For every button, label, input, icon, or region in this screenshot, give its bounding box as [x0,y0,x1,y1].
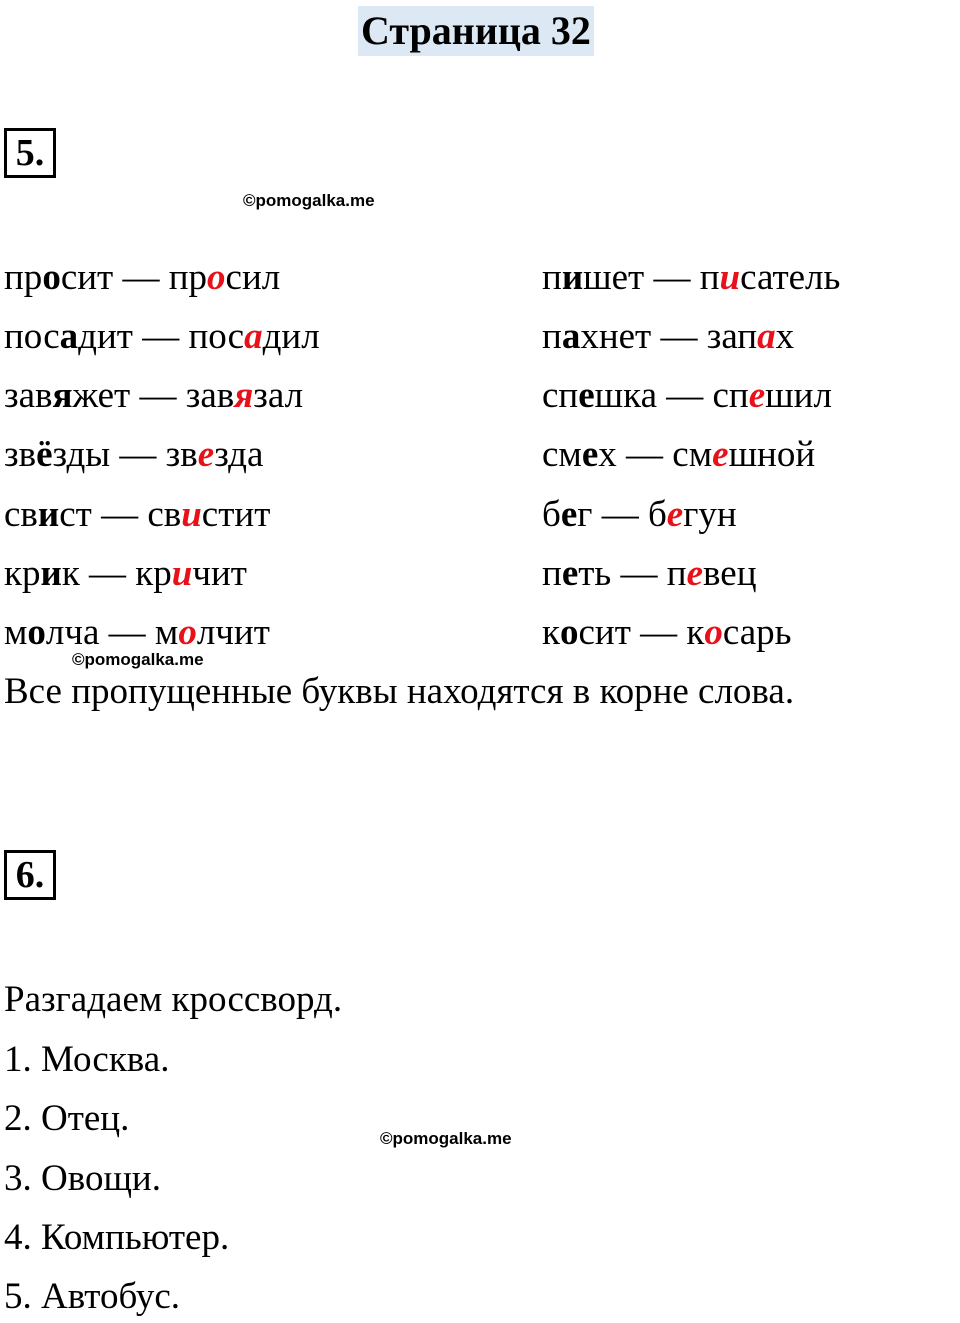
root-vowel: е [560,494,578,535]
root-vowel: и [561,257,584,298]
word-pair-row [4,611,270,655]
root-vowel: ё [36,434,53,475]
word-pair-row [4,256,280,300]
word-text: зды — зв [52,434,198,475]
word-text: к [542,612,560,653]
word-text: п [542,257,562,298]
word-text: х — см [598,434,713,475]
task-5-number: 5. [4,128,56,178]
root-vowel: о [27,612,46,653]
root-vowel: о [559,612,579,653]
word-text: стит [201,494,271,535]
word-text: м [4,612,28,653]
word-pair-row [4,552,247,596]
inserted-letter: о [178,612,197,653]
inserted-letter: е [666,494,684,535]
crossword-answer: 3. Овощи. [4,1158,161,1199]
word-text: лча — м [45,612,179,653]
word-pair-row [4,493,270,537]
word-text: св [4,494,38,535]
word-text: пр [4,257,43,298]
watermark: ©pomogalka.me [380,1129,512,1148]
word-text: дил [262,316,320,357]
task-6-number: 6. [4,850,56,900]
word-text: сатель [740,257,841,298]
word-text: зав [4,375,53,416]
word-text: г — б [577,494,667,535]
word-text: ть — п [578,553,687,594]
word-pair-row [542,552,757,596]
crossword-answer: 4. Компьютер. [4,1217,230,1258]
inserted-letter: е [686,553,704,594]
word-text: зв [4,434,37,475]
inserted-letter: и [171,553,193,594]
word-text: пос [4,316,60,357]
root-vowel: е [581,434,599,475]
word-pair-row [542,256,840,300]
inserted-letter: и [719,257,741,298]
word-text: п [542,316,562,357]
word-text: кр [4,553,41,594]
word-text: шка — сп [594,375,749,416]
word-text: сп [542,375,579,416]
word-text: б [542,494,561,535]
word-pair-row [542,374,832,418]
word-text: хнет — зап [580,316,758,357]
word-text: вец [703,553,757,594]
root-vowel: е [561,553,579,594]
crossword-answer: 2. Отец. [4,1098,130,1139]
word-text: ст — св [59,494,182,535]
word-text: см [542,434,582,475]
page-title: Страница 32 [358,6,594,56]
word-pair-row [4,433,263,477]
word-text: лчит [196,612,270,653]
word-text: сит — к [578,612,705,653]
word-text: сил [225,257,281,298]
word-text: сарь [722,612,792,653]
task-6-intro: Разгадаем кроссворд. [4,979,343,1020]
inserted-letter: и [181,494,202,535]
word-text: к — кр [61,553,172,594]
word-text: дит — пос [78,316,245,357]
word-text: зда [214,434,264,475]
word-text: сит — пр [60,257,208,298]
word-pair-row [4,315,320,359]
page-title-wrap [0,6,952,56]
word-text: зал [253,375,304,416]
root-vowel: а [561,316,581,357]
root-vowel: и [40,553,62,594]
word-pair-row [542,611,792,655]
inserted-letter: е [712,434,729,475]
word-pair-row [542,493,737,537]
inserted-letter: я [234,375,254,416]
word-text: шет — п [583,257,720,298]
inserted-letter: а [244,316,263,357]
word-text: гун [683,494,737,535]
word-pair-row [542,433,815,477]
root-vowel: я [52,375,73,416]
word-pair-row [4,374,303,418]
word-text: шил [765,375,832,416]
word-text: жет — зав [72,375,235,416]
inserted-letter: о [207,257,226,298]
crossword-answer: 1. Москва. [4,1039,170,1080]
word-text: х [775,316,795,357]
word-text: чит [192,553,247,594]
task-5-conclusion: Все пропущенные буквы находятся в корне слова. [4,671,795,712]
root-vowel: а [59,316,79,357]
root-vowel: о [42,257,61,298]
inserted-letter: е [748,375,766,416]
root-vowel: е [578,375,595,416]
watermark: ©pomogalka.me [72,650,204,669]
watermark: ©pomogalka.me [243,191,375,210]
root-vowel: и [37,494,60,535]
inserted-letter: е [197,434,215,475]
word-text: п [542,553,562,594]
crossword-answer: 5. Автобус. [4,1276,181,1317]
inserted-letter: о [704,612,723,653]
inserted-letter: а [757,316,776,357]
word-pair-row [542,315,794,359]
word-text: шной [728,434,816,475]
